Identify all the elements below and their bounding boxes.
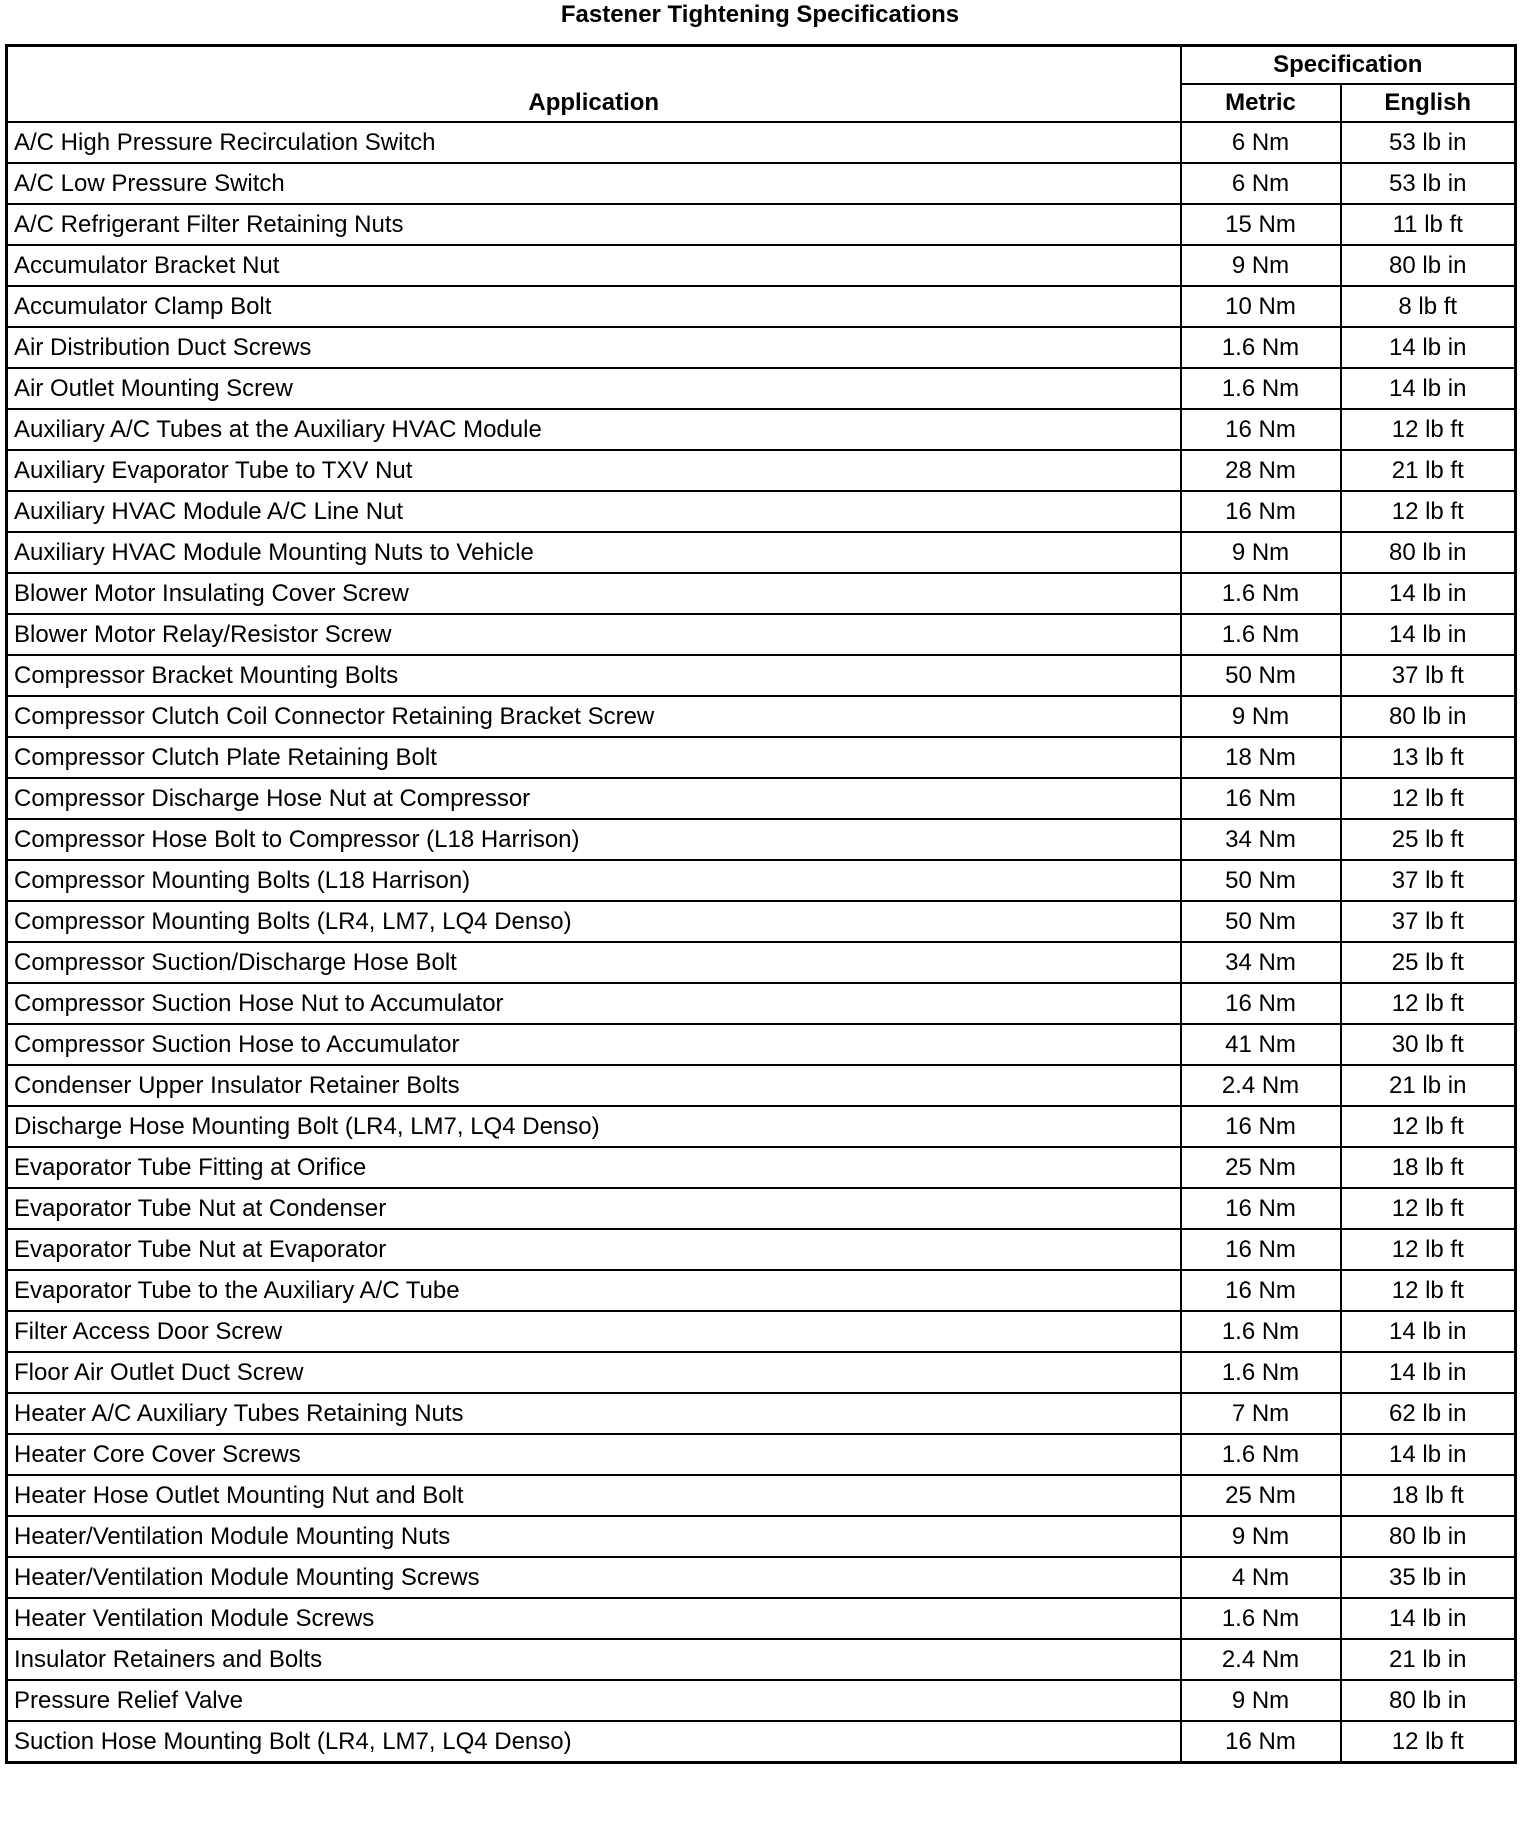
english-cell: 35 lb in — [1341, 1557, 1516, 1598]
table-row — [7, 696, 1516, 737]
application-cell: Pressure Relief Valve — [7, 1680, 1181, 1721]
english-cell: 13 lb ft — [1341, 737, 1516, 778]
metric-cell: 9 Nm — [1181, 1680, 1341, 1721]
english-cell: 37 lb ft — [1341, 655, 1516, 696]
table-row — [7, 1639, 1516, 1680]
application-cell: Compressor Bracket Mounting Bolts — [7, 655, 1181, 696]
metric-cell: 16 Nm — [1181, 983, 1341, 1024]
table-row — [7, 860, 1516, 901]
application-cell: Compressor Discharge Hose Nut at Compressor — [7, 778, 1181, 819]
english-cell: 80 lb in — [1341, 696, 1516, 737]
table-row — [7, 655, 1516, 696]
metric-cell: 1.6 Nm — [1181, 573, 1341, 614]
application-cell: Accumulator Clamp Bolt — [7, 286, 1181, 327]
metric-cell: 1.6 Nm — [1181, 1598, 1341, 1639]
metric-cell: 1.6 Nm — [1181, 1434, 1341, 1475]
metric-cell: 16 Nm — [1181, 1721, 1341, 1763]
table-row — [7, 1680, 1516, 1721]
application-cell: A/C Refrigerant Filter Retaining Nuts — [7, 204, 1181, 245]
table-row — [7, 573, 1516, 614]
application-cell: Heater/Ventilation Module Mounting Nuts — [7, 1516, 1181, 1557]
metric-cell: 1.6 Nm — [1181, 327, 1341, 368]
table-row — [7, 245, 1516, 286]
english-cell: 14 lb in — [1341, 1434, 1516, 1475]
metric-cell: 9 Nm — [1181, 696, 1341, 737]
application-cell: Auxiliary A/C Tubes at the Auxiliary HVAC Module — [7, 409, 1181, 450]
table-row — [7, 1065, 1516, 1106]
english-cell: 80 lb in — [1341, 1516, 1516, 1557]
metric-cell: 1.6 Nm — [1181, 1352, 1341, 1393]
metric-cell: 16 Nm — [1181, 1270, 1341, 1311]
header-metric: Metric — [1181, 84, 1341, 122]
header-english: English — [1341, 84, 1516, 122]
application-cell: Accumulator Bracket Nut — [7, 245, 1181, 286]
english-cell: 21 lb ft — [1341, 450, 1516, 491]
metric-cell: 16 Nm — [1181, 409, 1341, 450]
metric-cell: 4 Nm — [1181, 1557, 1341, 1598]
table-row — [7, 1188, 1516, 1229]
table-row — [7, 286, 1516, 327]
english-cell: 37 lb ft — [1341, 860, 1516, 901]
table-row — [7, 368, 1516, 409]
english-cell: 12 lb ft — [1341, 1106, 1516, 1147]
application-cell: Heater Hose Outlet Mounting Nut and Bolt — [7, 1475, 1181, 1516]
application-cell: Evaporator Tube Nut at Condenser — [7, 1188, 1181, 1229]
metric-cell: 16 Nm — [1181, 1106, 1341, 1147]
application-cell: Compressor Suction Hose Nut to Accumulator — [7, 983, 1181, 1024]
application-cell: Heater A/C Auxiliary Tubes Retaining Nuts — [7, 1393, 1181, 1434]
english-cell: 12 lb ft — [1341, 1721, 1516, 1763]
english-cell: 11 lb ft — [1341, 204, 1516, 245]
metric-cell: 41 Nm — [1181, 1024, 1341, 1065]
english-cell: 30 lb ft — [1341, 1024, 1516, 1065]
english-cell: 12 lb ft — [1341, 1229, 1516, 1270]
table-row — [7, 1598, 1516, 1639]
table-row — [7, 491, 1516, 532]
header-specification: Specification — [1181, 46, 1516, 85]
application-cell: Air Outlet Mounting Screw — [7, 368, 1181, 409]
metric-cell: 50 Nm — [1181, 901, 1341, 942]
application-cell: Heater Core Cover Screws — [7, 1434, 1181, 1475]
metric-cell: 34 Nm — [1181, 819, 1341, 860]
metric-cell: 16 Nm — [1181, 1229, 1341, 1270]
table-row — [7, 122, 1516, 163]
application-cell: Blower Motor Insulating Cover Screw — [7, 573, 1181, 614]
table-row — [7, 409, 1516, 450]
table-row — [7, 1106, 1516, 1147]
metric-cell: 9 Nm — [1181, 1516, 1341, 1557]
application-cell: Compressor Mounting Bolts (LR4, LM7, LQ4 Denso) — [7, 901, 1181, 942]
metric-cell: 6 Nm — [1181, 163, 1341, 204]
application-cell: Floor Air Outlet Duct Screw — [7, 1352, 1181, 1393]
table-row — [7, 1475, 1516, 1516]
table-row — [7, 1270, 1516, 1311]
english-cell: 21 lb in — [1341, 1065, 1516, 1106]
application-cell: Auxiliary HVAC Module Mounting Nuts to Vehicle — [7, 532, 1181, 573]
application-cell: A/C High Pressure Recirculation Switch — [7, 122, 1181, 163]
english-cell: 12 lb ft — [1341, 1188, 1516, 1229]
table-row — [7, 1721, 1516, 1763]
application-cell: Compressor Clutch Plate Retaining Bolt — [7, 737, 1181, 778]
application-cell: Compressor Suction Hose to Accumulator — [7, 1024, 1181, 1065]
english-cell: 21 lb in — [1341, 1639, 1516, 1680]
english-cell: 25 lb ft — [1341, 942, 1516, 983]
table-row — [7, 1352, 1516, 1393]
metric-cell: 9 Nm — [1181, 245, 1341, 286]
application-cell: Heater/Ventilation Module Mounting Screws — [7, 1557, 1181, 1598]
application-cell: Compressor Hose Bolt to Compressor (L18 Harrison) — [7, 819, 1181, 860]
table-row — [7, 532, 1516, 573]
english-cell: 12 lb ft — [1341, 983, 1516, 1024]
english-cell: 80 lb in — [1341, 1680, 1516, 1721]
english-cell: 53 lb in — [1341, 163, 1516, 204]
metric-cell: 50 Nm — [1181, 655, 1341, 696]
metric-cell: 50 Nm — [1181, 860, 1341, 901]
english-cell: 25 lb ft — [1341, 819, 1516, 860]
application-cell: Auxiliary Evaporator Tube to TXV Nut — [7, 450, 1181, 491]
metric-cell: 2.4 Nm — [1181, 1065, 1341, 1106]
application-cell: Compressor Mounting Bolts (L18 Harrison) — [7, 860, 1181, 901]
table-row — [7, 983, 1516, 1024]
table-row — [7, 1557, 1516, 1598]
table-row — [7, 1393, 1516, 1434]
english-cell: 14 lb in — [1341, 1311, 1516, 1352]
metric-cell: 25 Nm — [1181, 1475, 1341, 1516]
metric-cell: 18 Nm — [1181, 737, 1341, 778]
english-cell: 14 lb in — [1341, 368, 1516, 409]
english-cell: 53 lb in — [1341, 122, 1516, 163]
metric-cell: 16 Nm — [1181, 1188, 1341, 1229]
table-row — [7, 1516, 1516, 1557]
metric-cell: 1.6 Nm — [1181, 368, 1341, 409]
english-cell: 14 lb in — [1341, 1598, 1516, 1639]
application-cell: Condenser Upper Insulator Retainer Bolts — [7, 1065, 1181, 1106]
english-cell: 37 lb ft — [1341, 901, 1516, 942]
application-cell: Evaporator Tube Nut at Evaporator — [7, 1229, 1181, 1270]
metric-cell: 9 Nm — [1181, 532, 1341, 573]
english-cell: 62 lb in — [1341, 1393, 1516, 1434]
english-cell: 8 lb ft — [1341, 286, 1516, 327]
table-row — [7, 163, 1516, 204]
application-cell: Suction Hose Mounting Bolt (LR4, LM7, LQ4 Denso) — [7, 1721, 1181, 1763]
application-cell: Evaporator Tube Fitting at Orifice — [7, 1147, 1181, 1188]
table-row — [7, 778, 1516, 819]
application-cell: Compressor Suction/Discharge Hose Bolt — [7, 942, 1181, 983]
application-cell: Compressor Clutch Coil Connector Retaining Bracket Screw — [7, 696, 1181, 737]
english-cell: 14 lb in — [1341, 1352, 1516, 1393]
english-cell: 14 lb in — [1341, 327, 1516, 368]
english-cell: 12 lb ft — [1341, 491, 1516, 532]
english-cell: 12 lb ft — [1341, 409, 1516, 450]
metric-cell: 34 Nm — [1181, 942, 1341, 983]
table-row — [7, 450, 1516, 491]
table-row — [7, 1229, 1516, 1270]
application-cell: Auxiliary HVAC Module A/C Line Nut — [7, 491, 1181, 532]
metric-cell: 25 Nm — [1181, 1147, 1341, 1188]
metric-cell: 28 Nm — [1181, 450, 1341, 491]
table-row — [7, 327, 1516, 368]
application-cell: Filter Access Door Screw — [7, 1311, 1181, 1352]
table-row — [7, 737, 1516, 778]
metric-cell: 16 Nm — [1181, 778, 1341, 819]
application-cell: A/C Low Pressure Switch — [7, 163, 1181, 204]
table-row — [7, 819, 1516, 860]
metric-cell: 6 Nm — [1181, 122, 1341, 163]
metric-cell: 15 Nm — [1181, 204, 1341, 245]
english-cell: 80 lb in — [1341, 245, 1516, 286]
table-row — [7, 1024, 1516, 1065]
metric-cell: 10 Nm — [1181, 286, 1341, 327]
table-row — [7, 1434, 1516, 1475]
application-cell: Blower Motor Relay/Resistor Screw — [7, 614, 1181, 655]
english-cell: 18 lb ft — [1341, 1475, 1516, 1516]
page-title: Fastener Tightening Specifications — [560, 1, 960, 28]
table-row — [7, 614, 1516, 655]
metric-cell: 7 Nm — [1181, 1393, 1341, 1434]
metric-cell: 16 Nm — [1181, 491, 1341, 532]
english-cell: 12 lb ft — [1341, 1270, 1516, 1311]
metric-cell: 1.6 Nm — [1181, 1311, 1341, 1352]
table-row — [7, 901, 1516, 942]
fastener-spec-table — [5, 44, 1517, 1764]
english-cell: 18 lb ft — [1341, 1147, 1516, 1188]
english-cell: 80 lb in — [1341, 532, 1516, 573]
header-application: Application — [7, 46, 1181, 123]
metric-cell: 1.6 Nm — [1181, 614, 1341, 655]
english-cell: 14 lb in — [1341, 614, 1516, 655]
english-cell: 14 lb in — [1341, 573, 1516, 614]
metric-cell: 2.4 Nm — [1181, 1639, 1341, 1680]
application-cell: Heater Ventilation Module Screws — [7, 1598, 1181, 1639]
application-cell: Insulator Retainers and Bolts — [7, 1639, 1181, 1680]
table-row — [7, 204, 1516, 245]
application-cell: Discharge Hose Mounting Bolt (LR4, LM7, LQ4 Denso) — [7, 1106, 1181, 1147]
table-row — [7, 1147, 1516, 1188]
table-row — [7, 942, 1516, 983]
application-cell: Air Distribution Duct Screws — [7, 327, 1181, 368]
spec-table-body — [7, 122, 1516, 1763]
application-cell: Evaporator Tube to the Auxiliary A/C Tube — [7, 1270, 1181, 1311]
table-row — [7, 1311, 1516, 1352]
english-cell: 12 lb ft — [1341, 778, 1516, 819]
